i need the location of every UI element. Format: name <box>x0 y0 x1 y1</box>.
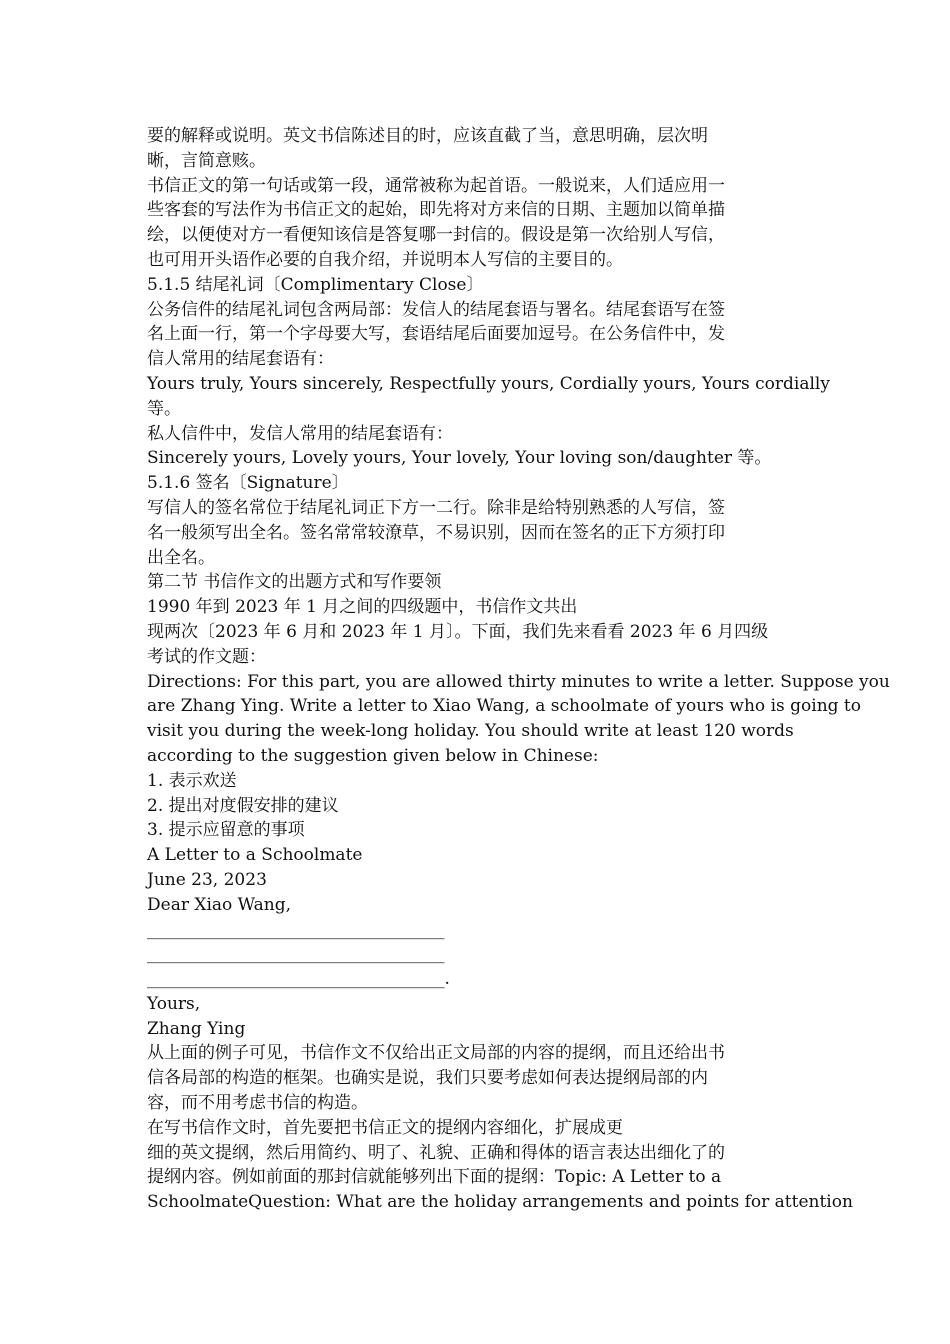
text-line: 私人信件中，发信人常用的结尾套语有： <box>147 423 453 444</box>
section-heading-complimentary-close: 5.1.5 结尾礼词〔Complimentary Close〕 <box>147 274 484 295</box>
text-line: 晰，言简意赅。 <box>147 150 266 171</box>
paragraph-opening-sentence <box>147 174 807 273</box>
list-item: 3. 提示应留意的事项 <box>147 820 305 841</box>
text-line: 名一般须写出全名。签名常常较潦草，不易识别，因而在签名的正下方须打印 <box>147 522 725 543</box>
suggestion-list <box>147 769 807 843</box>
list-item: 2. 提出对度假安排的建议 <box>147 795 339 816</box>
list-item: 1. 表示欢送 <box>147 770 237 791</box>
paragraph-signature <box>147 496 807 570</box>
section-heading-part-two: 第二节 书信作文的出题方式和写作要领 <box>147 572 442 593</box>
letter-blank-line: ___________________________________ <box>147 944 445 965</box>
letter-signature: Zhang Ying <box>147 1018 246 1039</box>
text-line: 信各局部的构造的框架。也确实是说，我们只要考虑如何表达提纲局部的内 <box>147 1068 708 1089</box>
text-line: 等。 <box>147 398 181 419</box>
text-line: Sincerely yours, Lovely yours, Your lovely, Your loving son/daughter 等。 <box>147 448 772 469</box>
text-line: 也可用开头语作必要的自我介绍，并说明本人写信的主要目的。 <box>147 249 623 270</box>
letter-salutation: Dear Xiao Wang, <box>147 894 292 915</box>
letter-template <box>147 843 807 1041</box>
paragraph-letter-purpose <box>147 124 807 174</box>
paragraph-writing-tips <box>147 1116 853 1215</box>
letter-closing: Yours, <box>147 993 201 1014</box>
text-line: 提纲内容。例如前面的那封信就能够列出下面的提纲：Topic: A Letter to a <box>147 1167 722 1188</box>
text-line: 现两次〔2023 年 6 月和 2023 年 1 月〕。下面，我们先来看看 2023 年 6 月四级 <box>147 621 769 642</box>
letter-blank-line: ___________________________________ <box>147 919 445 940</box>
text-line: visit you during the week-long holiday. You should write at least 120 words <box>147 721 794 742</box>
text-line: are Zhang Ying. Write a letter to Xiao Wang, a schoolmate of yours who is going to <box>147 696 861 717</box>
letter-date: June 23, 2023 <box>147 869 267 890</box>
text-line: 在写书信作文时，首先要把书信正文的提纲内容细化，扩展成更 <box>147 1117 623 1138</box>
text-line: 考试的作文题： <box>147 646 266 667</box>
paragraph-exam-intro <box>147 595 807 669</box>
text-line: Yours truly, Yours sincerely, Respectfully yours, Cordially yours, Yours cordially <box>147 373 830 394</box>
paragraph-complimentary-close <box>147 298 830 472</box>
text-line: 信人常用的结尾套语有： <box>147 349 334 370</box>
text-line: 容，而不用考虑书信的构造。 <box>147 1093 368 1114</box>
section-heading-signature: 5.1.6 签名〔Signature〕 <box>147 473 349 494</box>
letter-title: A Letter to a Schoolmate <box>147 845 363 866</box>
letter-blank-line: ___________________________________. <box>147 969 450 990</box>
text-line: 从上面的例子可见，书信作文不仅给出正文局部的内容的提纲，而且还给出书 <box>147 1043 725 1064</box>
document-page <box>147 124 890 1215</box>
text-line: 名上面一行，第一个字母要大写，套语结尾后面要加逗号。在公务信件中，发 <box>147 324 725 345</box>
text-line: 出全名。 <box>147 547 215 568</box>
text-line: 细的英文提纲，然后用简约、明了、礼貌、正确和得体的语言表达出细化了的 <box>147 1142 725 1163</box>
text-line: 书信正文的第一句话或第一段，通常被称为起首语。一般说来，人们适应用一 <box>147 175 725 196</box>
text-line: 公务信件的结尾礼词包含两局部：发信人的结尾套语与署名。结尾套语写在签 <box>147 299 725 320</box>
text-line: 写信人的签名常位于结尾礼词正下方一二行。除非是给特别熟悉的人写信，签 <box>147 497 725 518</box>
text-line: 要的解释或说明。英文书信陈述目的时，应该直截了当，意思明确，层次明 <box>147 126 708 146</box>
paragraph-analysis <box>147 1041 807 1115</box>
text-line: Directions: For this part, you are allowed thirty minutes to write a letter. Suppose you <box>147 671 890 692</box>
text-line: 些客套的写法作为书信正文的起始，即先将对方来信的日期、主题加以简单描 <box>147 200 725 221</box>
text-line: 绘，以便使对方一看便知该信是答复哪一封信的。假设是第一次给别人写信， <box>147 225 725 246</box>
text-line: according to the suggestion given below in Chinese: <box>147 745 599 766</box>
text-line: SchoolmateQuestion: What are the holiday arrangements and points for attention <box>147 1192 853 1213</box>
text-line: 1990 年到 2023 年 1 月之间的四级题中，书信作文共出 <box>147 597 578 618</box>
paragraph-directions <box>147 670 890 769</box>
